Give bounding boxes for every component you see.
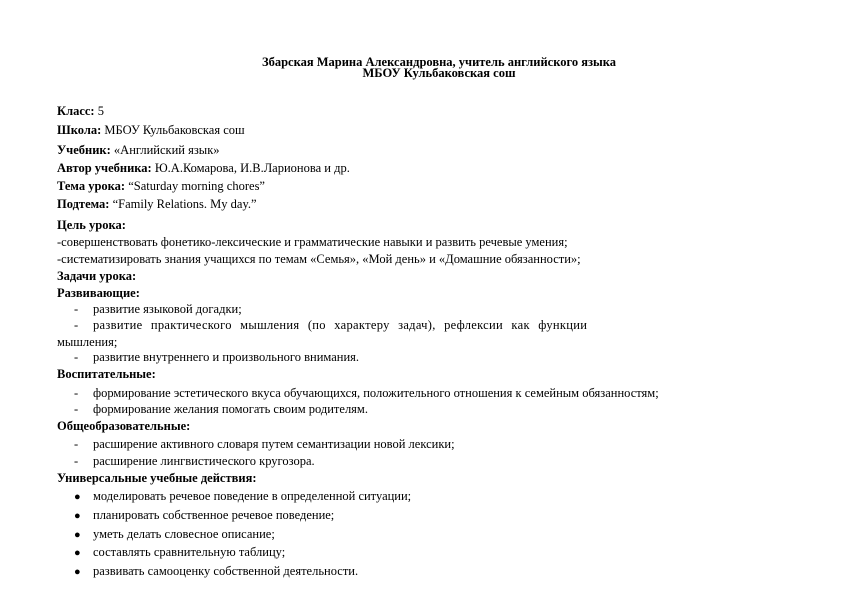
bullet-marker: ●	[74, 510, 81, 522]
textbook-value: «Английский язык»	[110, 143, 220, 157]
dash-marker: -	[74, 454, 79, 468]
dash-marker: -	[74, 437, 79, 451]
list-item: расширение лингвистического кругозора.	[93, 454, 315, 468]
dash-marker: -	[74, 402, 79, 416]
school-value: МБОУ Кульбаковская сош	[101, 123, 245, 137]
textbook-author-value: Ю.А.Комарова, И.В.Ларионова и др.	[151, 161, 350, 175]
topic-label: Тема урока:	[57, 179, 126, 193]
list-item-continuation: мышления;	[57, 335, 118, 349]
list-item: формирование желания помогать своим родителям.	[93, 402, 368, 416]
list-item: формирование эстетического вкуса обучающихся, положительного отношения к семейным обязанностям;	[93, 386, 659, 400]
list-item: составлять сравнительную таблицу;	[93, 545, 286, 559]
dash-marker: -	[74, 318, 79, 332]
tasks-label: Задачи урока:	[57, 269, 137, 283]
goal-line: -систематизировать знания учащихся по темам «Семья», «Мой день» и «Домашние обязанности»;	[57, 252, 581, 266]
author-header: Збарская Марина Александровна, учитель английского языка	[261, 55, 617, 69]
list-item: развитие практического мышления (по характеру задач), рефлексии как функции	[93, 318, 588, 332]
subtopic-value: “Family Relations. My day.”	[109, 197, 257, 211]
school-line	[57, 122, 245, 138]
list-item: уметь делать словесное описание;	[93, 527, 275, 541]
school-label: Школа:	[57, 123, 102, 137]
list-item: развитие внутреннего и произвольного внимания.	[93, 350, 360, 364]
list-item: развивать самооценку собственной деятельности.	[93, 564, 359, 578]
bullet-marker: ●	[74, 491, 81, 503]
bullet-marker: ●	[74, 547, 81, 559]
universal-label: Универсальные учебные действия:	[57, 471, 257, 485]
list-item: планировать собственное речевое поведение;	[93, 508, 335, 522]
textbook-author-label: Автор учебника:	[57, 161, 152, 175]
topic-line	[57, 178, 265, 194]
dash-marker: -	[74, 350, 79, 364]
subtopic-label: Подтема:	[57, 197, 110, 211]
goal-line: -совершенствовать фонетико-лексические и грамматические навыки и развить речевые умения;	[57, 235, 568, 249]
general-label: Общеобразовательные:	[57, 419, 191, 433]
class-label: Класс:	[57, 104, 95, 118]
list-item: моделировать речевое поведение в определенной ситуации;	[93, 489, 412, 503]
textbook-author-line	[57, 160, 350, 176]
bullet-marker: ●	[74, 566, 81, 578]
list-item: расширение активного словаря путем семантизации новой лексики;	[93, 437, 455, 451]
textbook-line	[57, 142, 220, 158]
list-item: развитие языковой догадки;	[93, 302, 242, 316]
goal-label: Цель урока:	[57, 218, 126, 232]
bullet-marker: ●	[74, 529, 81, 541]
class-line	[57, 103, 104, 119]
dash-marker: -	[74, 386, 79, 400]
school-header: МБОУ Кульбаковская сош	[362, 66, 516, 80]
dash-marker: -	[74, 302, 79, 316]
educational-label: Воспитательные:	[57, 367, 156, 381]
subtopic-line	[57, 196, 257, 212]
class-value: 5	[94, 104, 104, 118]
developing-label: Развивающие:	[57, 286, 140, 300]
textbook-label: Учебник:	[57, 143, 111, 157]
topic-value: “Saturday morning chores”	[125, 179, 265, 193]
